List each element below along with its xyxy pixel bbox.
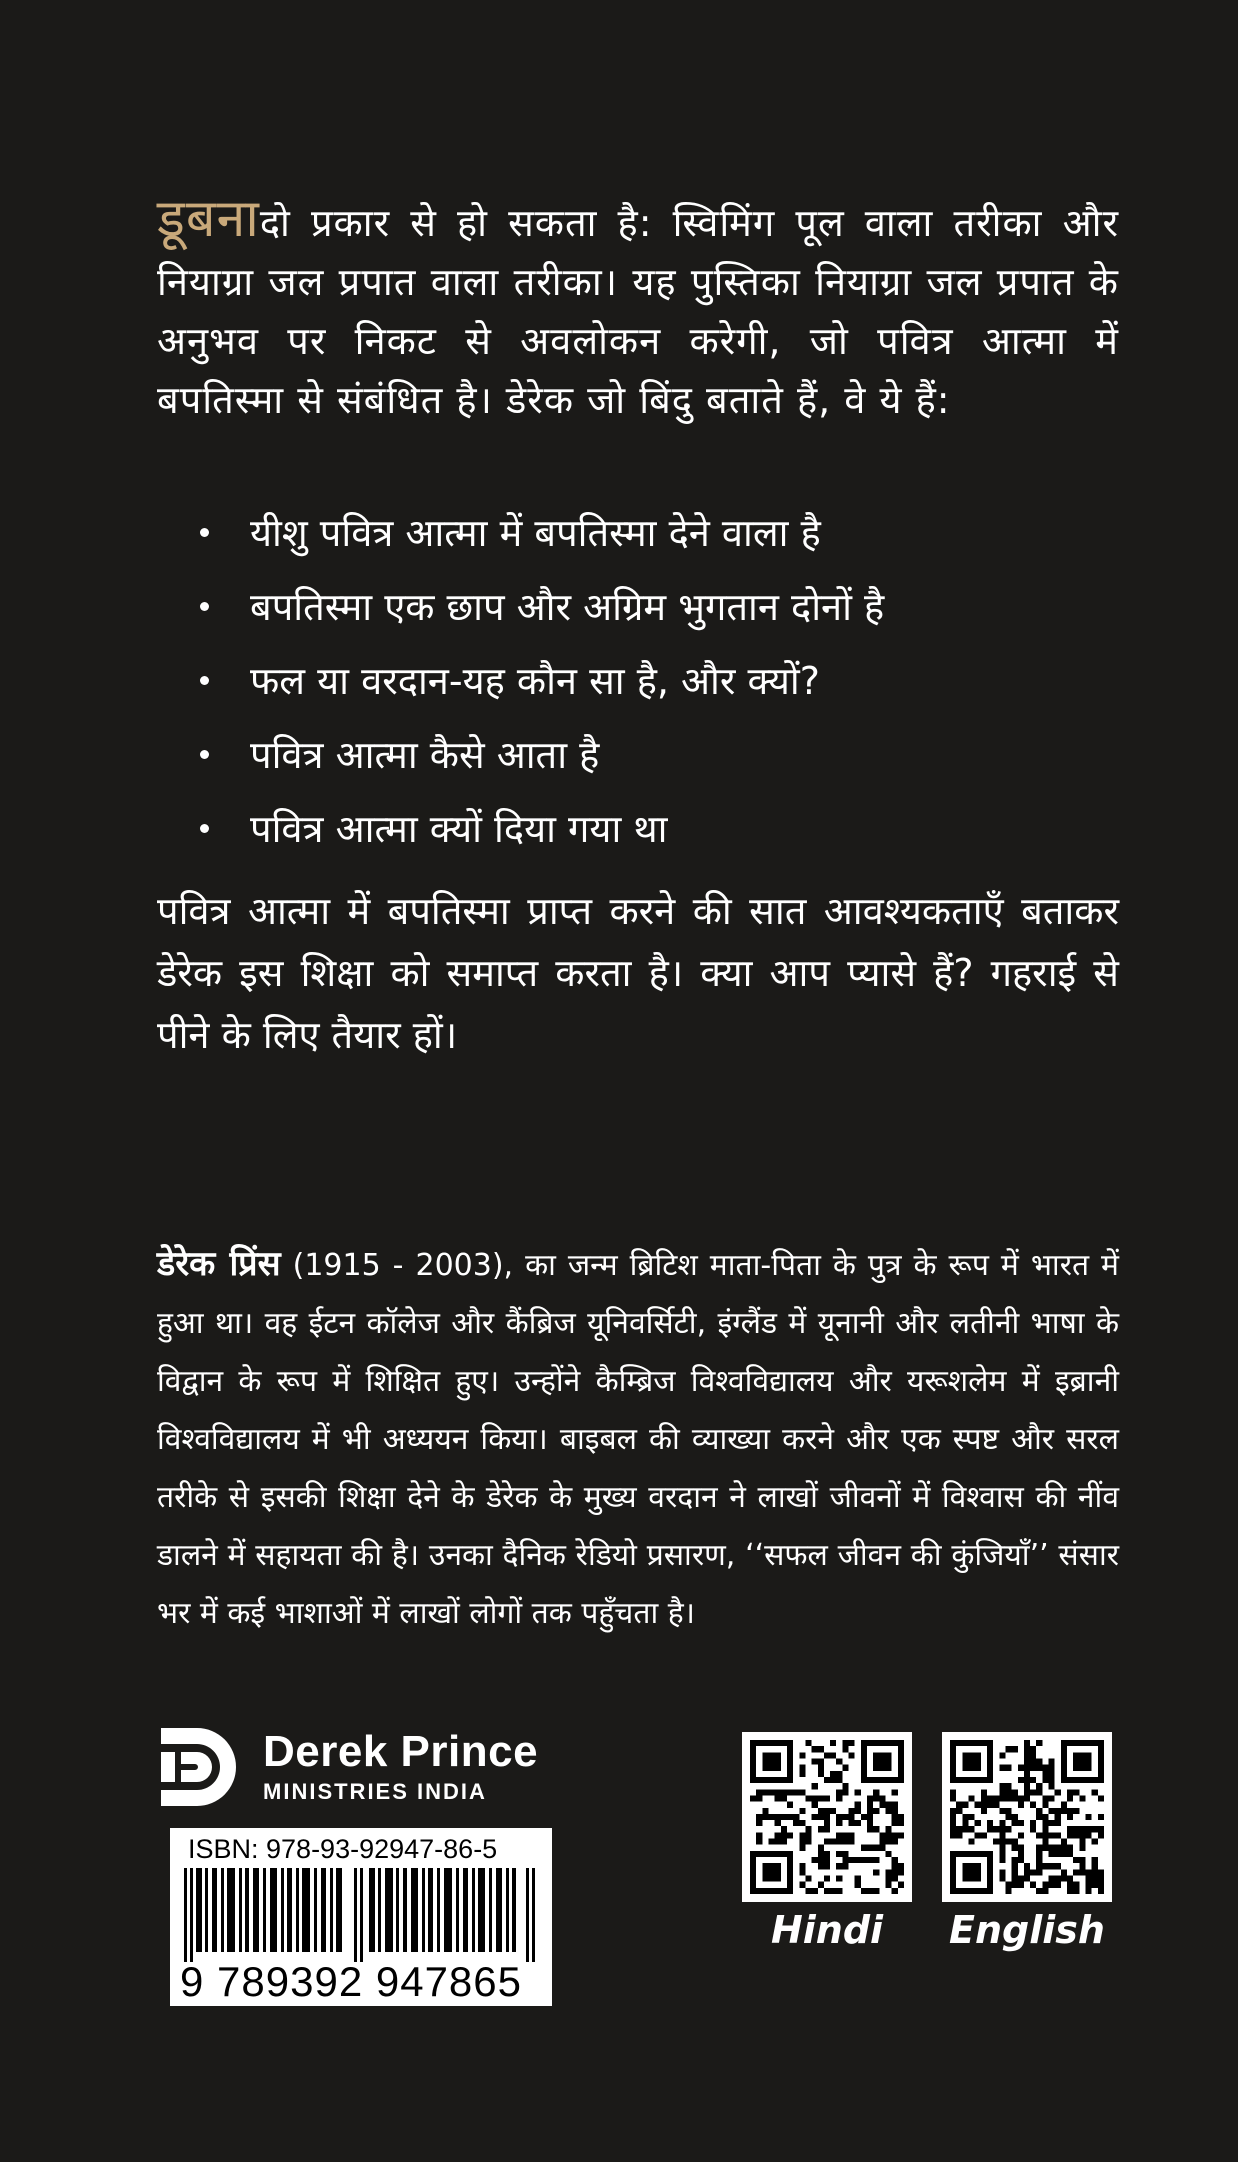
qr-label-english: English [949, 1908, 1105, 1952]
qr-code-icon [750, 1740, 904, 1894]
qr-label-hindi: Hindi [770, 1908, 884, 1952]
list-item [200, 643, 1080, 717]
list-item [200, 791, 1080, 865]
key-points-list [200, 495, 1080, 865]
publisher-subtitle: MINISTRIES INDIA [263, 1779, 487, 1804]
author-bio-text: (1915 - 2003), का जन्म ब्रिटिश माता-पिता के पुत्र के रूप में भारत में हुआ था। वह ईटन कॉलेज और कैंब्रिज यूनिवर्सिटी, इंग्लैंड में यूनानी और लतीनी भाषा के विद्वान के रूप में शिक्षित हुए। उन्होंने कैम्ब्रिज विश्वविद्यालय और यरूशलेम में इब्रानी विश्वविद्यालय में भी अध्ययन किया। बाइबल की व्याख्या करने और एक स्पष्ट और सरल तरीके से इसकी शिक्षा देने के डेरेक के मुख्य वरदान ने लाखों जीवनों में विश्वास की नींव डालने में सहायता की है। उनका दैनिक रेडियो प्रसारण, ‘‘सफल जीवन की कुंजियाँ’’ संसार भर में कई भाशाओं में लाखों लोगों तक पहुँचता है। [157, 1248, 1119, 1631]
list-item-text: यीशु पवित्र आत्मा में बपतिस्मा देने वाला है [250, 511, 821, 555]
qr-code-hindi[interactable] [742, 1732, 912, 1902]
author-bio [157, 1235, 1119, 1643]
list-item-text: पवित्र आत्मा क्यों दिया गया था [250, 807, 668, 851]
publisher-logo [157, 1722, 577, 1812]
bullet-icon [200, 824, 209, 833]
intro-text: दो प्रकार से हो सकता है: स्विमिंग पूल वाला तरीका और नियाग्रा जल प्रपात वाला तरीका। यह पुस्तिका नियाग्रा जल प्रपात के अनुभव पर निकट से अवलोकन करेगी, जो पवित्र आत्मा में बपतिस्मा से संबंधित है। डेरेक जो बिंदु बताते हैं, वे ये हैं: [157, 201, 1119, 422]
list-item-text: बपतिस्मा एक छाप और अग्रिम भुगतान दोनों है [250, 585, 885, 629]
bullet-icon [200, 602, 209, 611]
barcode-number: 9 789392 947865 [180, 1958, 522, 2005]
bullet-icon [200, 676, 209, 685]
list-item-text: पवित्र आत्मा कैसे आता है [250, 733, 600, 777]
list-item [200, 569, 1080, 643]
publisher-name: Derek Prince [263, 1727, 539, 1776]
list-item [200, 495, 1080, 569]
intro-paragraph [157, 190, 1119, 430]
lead-word: डूबना [157, 189, 260, 249]
bullet-icon [200, 528, 209, 537]
barcode [170, 1828, 552, 2006]
barcode-bars [184, 1868, 538, 1962]
list-item-text: फल या वरदान-यह कौन सा है, और क्यों? [250, 659, 820, 703]
qr-code-english[interactable] [942, 1732, 1112, 1902]
summary-paragraph: पवित्र आत्मा में बपतिस्मा प्राप्त करने की सात आवश्यकताएँ बताकर डेरेक इस शिक्षा को समाप्त करता है। क्या आप प्यासे हैं? गहराई से पीने के लिए तैयार हों। [157, 889, 1119, 1057]
isbn-text: ISBN: 978-93-92947-86-5 [188, 1834, 498, 1864]
dpm-logo-icon [157, 1724, 243, 1810]
author-name: डेरेक प्रिंस [157, 1244, 281, 1284]
bullet-icon [200, 750, 209, 759]
qr-code-icon [950, 1740, 1104, 1894]
list-item [200, 717, 1080, 791]
